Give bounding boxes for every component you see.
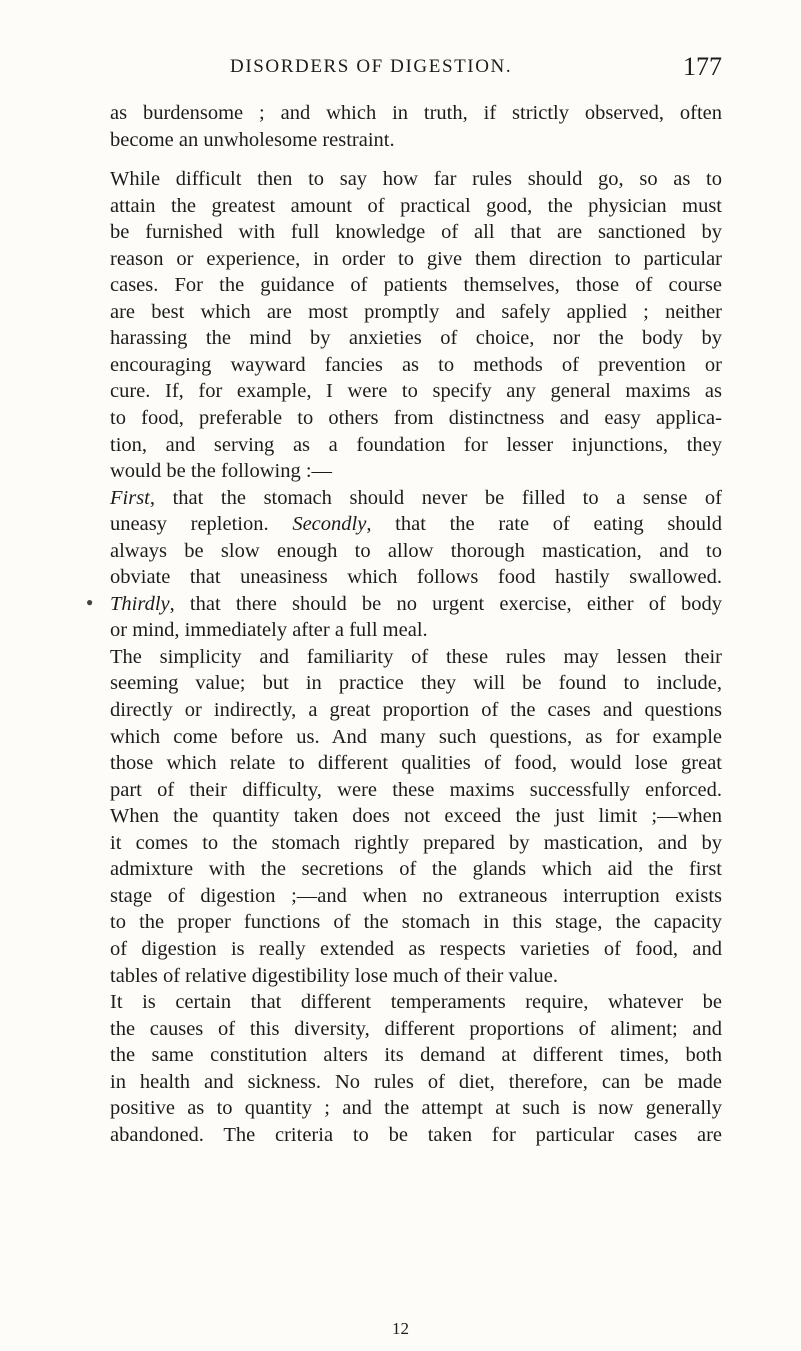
text-line: of digestion is really extended as respects varieties of food, and (110, 937, 722, 960)
text-line: part of their difficulty, were these maxims successfully enforced. (110, 778, 722, 801)
text-line: reason or experience, in order to give them direction to particular (110, 247, 722, 270)
text-line: directly or indirectly, a great proportion of the cases and questions (110, 699, 722, 722)
ordinal-emphasis: First (110, 486, 150, 509)
text-line: the same constitution alters its demand at different times, both (110, 1044, 722, 1067)
signature-mark: 12 (392, 1319, 409, 1338)
text-line: It is certain that different temperaments require, whatever be (110, 991, 722, 1014)
text-line: admixture with the secretions of the glands which aid the first (110, 858, 722, 881)
running-title: DISORDERS OF DIGESTION. (230, 56, 513, 77)
text-line: Thirdly, that there should be no urgent exercise, either of body (110, 592, 722, 615)
text-line: those which relate to different qualities of food, would lose great (110, 752, 722, 775)
text-line: stage of digestion ;—and when no extraneous interruption exists (110, 884, 722, 907)
text-line: First, that the stomach should never be filled to a sense of (110, 486, 722, 509)
ordinal-emphasis: Thirdly (110, 592, 170, 615)
text-line: positive as to quantity ; and the attempt at such is now generally (110, 1097, 722, 1120)
text-line: seeming value; but in practice they will be found to include, (110, 672, 722, 695)
text-line: While difficult then to say how far rules should go, so as to (110, 168, 722, 191)
text-line: abandoned. The criteria to be taken for particular cases are (110, 1123, 722, 1146)
page-number: 177 (683, 52, 722, 81)
text-line: obviate that uneasiness which follows food hastily swallowed. (110, 566, 722, 589)
text-line: to the proper functions of the stomach in this stage, the capacity (110, 911, 722, 934)
text-line: as burdensome ; and which in truth, if strictly observed, often (110, 102, 722, 124)
text-line: are best which are most promptly and safely applied ; neither (110, 300, 722, 323)
text-line: harassing the mind by anxieties of choice, nor the body by (110, 327, 722, 350)
text-line: be furnished with full knowledge of all that are sanctioned by (110, 221, 722, 244)
text-line: uneasy repletion. Secondly, that the rate of eating should (110, 513, 723, 536)
text-line: it comes to the stomach rightly prepared by mastication, and by (110, 831, 722, 854)
text-line: always be slow enough to allow thorough mastication, and to (110, 539, 722, 562)
text-line: which come before us. And many such questions, as for example (110, 725, 722, 748)
page-header (110, 52, 722, 86)
text-line: encouraging wayward fancies as to methods of prevention or (110, 353, 722, 376)
ordinal-emphasis: Secondly (292, 513, 367, 536)
text-line: would be the following :— (110, 460, 333, 483)
text-line: cases. For the guidance of patients themselves, those of course (110, 274, 722, 297)
text-line: The simplicity and familiarity of these rules may lessen their (110, 645, 722, 668)
text-line: to food, preferable to others from distinctness and easy applica- (110, 407, 722, 430)
text-line: tion, and serving as a foundation for lesser injunctions, they (110, 433, 722, 456)
text-line: the causes of this diversity, different proportions of aliment; and (110, 1017, 722, 1040)
paragraph-gap (110, 153, 722, 166)
text-line: attain the greatest amount of practical good, the physician must (110, 194, 722, 217)
text-line: When the quantity taken does not exceed the just limit ;—when (110, 805, 722, 828)
text-line: become an unwholesome restraint. (110, 128, 395, 151)
text-line: in health and sickness. No rules of diet, therefore, can be made (110, 1070, 722, 1093)
body-text (110, 100, 722, 1148)
text-line: or mind, immediately after a full meal. (110, 619, 428, 642)
margin-mark: ● (86, 595, 94, 609)
text-line: cure. If, for example, I were to specify any general maxims as (110, 380, 722, 403)
text-line: tables of relative digestibility lose much of their value. (110, 964, 559, 987)
